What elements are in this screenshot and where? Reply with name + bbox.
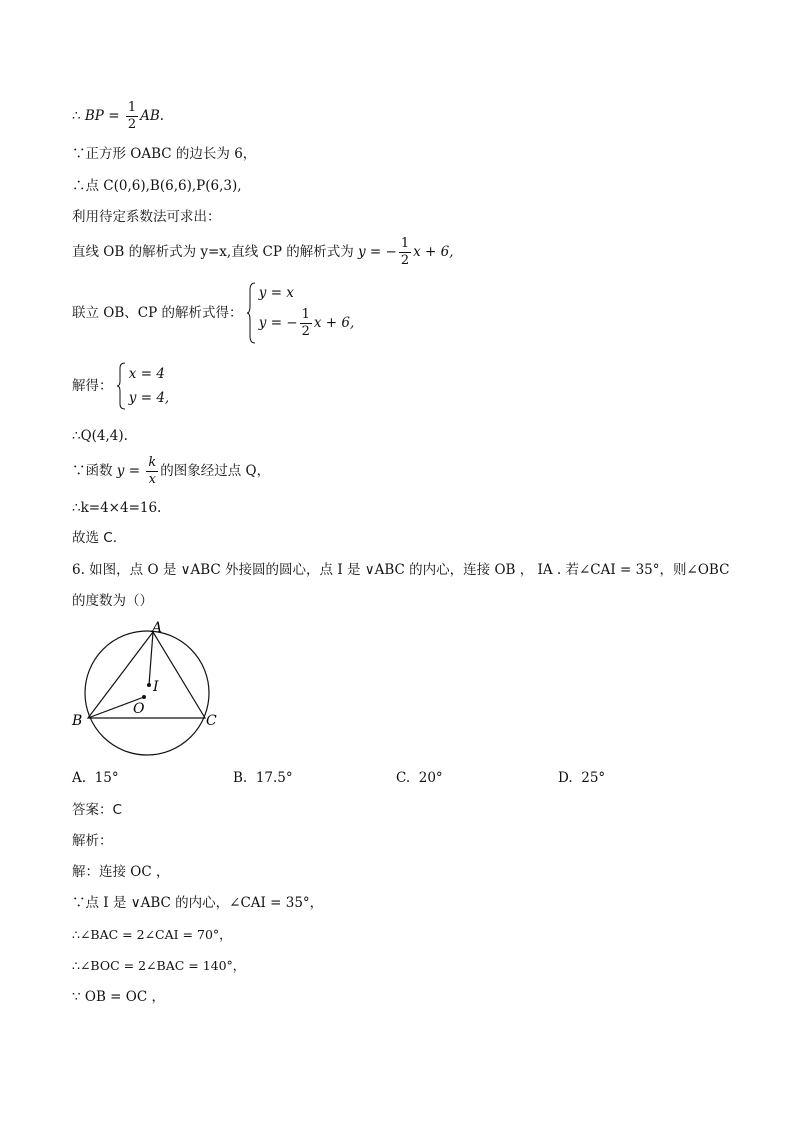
circle-triangle-figure — [64, 615, 234, 765]
label-b: B — [72, 713, 83, 729]
left-brace-icon — [247, 282, 257, 344]
line-k-value: ∴k=4×4=16. — [72, 500, 162, 516]
choice-value: 25° — [581, 770, 606, 786]
fraction-numerator: 1 — [127, 100, 137, 115]
fraction-one-half — [300, 307, 312, 340]
fraction-denominator: x — [146, 471, 158, 488]
fraction-denominator: 2 — [400, 253, 410, 268]
function-text: ∵函数 — [72, 463, 117, 479]
point-i — [147, 683, 151, 687]
equals-sign: = — [103, 108, 124, 124]
solution-step-5: ∵ OB = OC ， — [72, 989, 165, 1005]
graph-passes-text: 的图象经过点 Q， — [160, 463, 271, 479]
choice-label: A. — [72, 770, 87, 786]
choice-value: 17.5° — [255, 770, 293, 786]
fraction-numerator: 1 — [400, 236, 410, 251]
system-intro-text: 联立 OB、CP 的解析式得： — [72, 304, 243, 321]
label-c: C — [206, 713, 217, 729]
label-i: I — [153, 679, 159, 695]
analysis-heading: 解析： — [72, 833, 113, 849]
fraction-one-half — [126, 100, 138, 133]
fraction-numerator: k — [148, 455, 157, 470]
bp-text: BP — [84, 108, 104, 124]
x-plus-six-text: x + 6, — [413, 244, 454, 260]
solution-system — [117, 362, 169, 410]
solution-intro-text: 解得： — [72, 377, 113, 394]
line-line-equations — [72, 236, 454, 269]
answer-line: 答案：C — [72, 802, 122, 818]
line-function — [72, 455, 270, 488]
solution-step-4: ∴∠BOC = 2∠BAC = 140°， — [72, 958, 246, 973]
line-bp-half-ab — [72, 100, 164, 133]
fraction-denominator: 2 — [301, 324, 310, 339]
solution-step-3: ∴∠BAC = 2∠CAI = 70°， — [72, 927, 232, 942]
segment-ia — [149, 632, 153, 685]
question-6-text: 6. 如图，点 O 是 ∨ABC 外接圆的圆心，点 I 是 ∨ABC 的内心，连接 OB ， IA . 若∠CAI = 35°，则∠OBC — [72, 562, 730, 578]
solution-step-2: ∵点 I 是 ∨ABC 的内心，∠CAI = 35°， — [72, 895, 324, 911]
choice-value: 15° — [94, 770, 119, 786]
label-a: A — [152, 620, 163, 636]
label-o: O — [133, 701, 145, 717]
line-square-side: ∵正方形 OABC 的边长为 6， — [72, 146, 257, 162]
ab-text: AB. — [140, 108, 165, 124]
fraction-numerator: 1 — [301, 307, 310, 322]
solution-row-1: x = 4 — [128, 366, 165, 382]
choice-label: C. — [396, 770, 411, 786]
choice-value: 20° — [418, 770, 443, 786]
fraction-one-half — [399, 236, 411, 269]
choice-b — [233, 770, 293, 786]
y-equals-text: y = — [116, 463, 145, 479]
system-row-2 — [259, 304, 355, 342]
solution-step-1: 解：连接 OC ， — [72, 864, 170, 880]
point-o — [142, 695, 146, 699]
therefore-symbol: ∴ — [72, 108, 81, 124]
line-choose-c: 故选 C. — [72, 530, 118, 546]
equation-system — [247, 282, 355, 344]
choice-d — [558, 770, 605, 786]
choice-a — [72, 770, 119, 786]
line-points: ∴点 C(0,6),B(6,6),P(6,3), — [72, 178, 242, 194]
line-q-point: ∴Q(4,4). — [72, 428, 128, 444]
line-system-ob-cp — [72, 282, 354, 344]
system-row-1: y = x — [258, 285, 294, 301]
fraction-denominator: 2 — [127, 117, 137, 132]
choice-c — [396, 770, 443, 786]
fraction-k-over-x — [146, 455, 158, 488]
line-equations-text: 直线 OB 的解析式为 y=x,直线 CP 的解析式为 — [72, 244, 358, 260]
y-neg-text: y = − — [258, 315, 298, 331]
choice-label: D. — [558, 770, 573, 786]
x-plus-six-text: x + 6, — [313, 315, 355, 331]
left-brace-icon — [117, 362, 127, 410]
y-neg-text: y = − — [358, 244, 397, 260]
line-method: 利用待定系数法可求出： — [72, 209, 221, 225]
triangle-abc — [88, 632, 205, 718]
question-6-prompt: 的度数为（） — [72, 593, 153, 609]
line-solution — [72, 362, 169, 410]
solution-row-2: y = 4, — [128, 390, 170, 406]
choice-label: B. — [233, 770, 248, 786]
